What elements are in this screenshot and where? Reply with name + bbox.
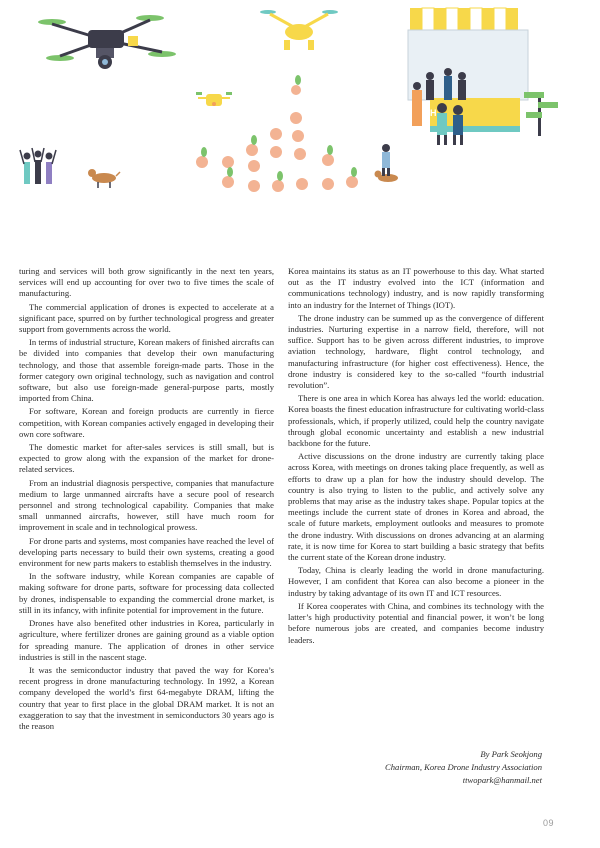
page-number: 09 [542, 818, 554, 828]
author-name: By Park Seokjong [480, 749, 542, 759]
paragraph: From an industrial diagnosis perspective, companies that manufacture medium to large unmanned aircrafts have a secure pool of research personnel and strong technological capability. Companies that make small unmanned aircrafts, however, still have much room for improvement in scale and in technological prowess. [19, 477, 274, 533]
market-stall-icon [382, 8, 528, 176]
paragraph: In the software industry, while Korean companies are capable of making software for drone parts, software for processing data collected by drones, indispensable to expanding the commercial drone market, is still in its infancy, with infinite potential for improvement in the future. [19, 571, 274, 615]
paragraph: Today, China is clearly leading the world in drone manufacturing. However, I am confident that Korea can also become a pioneer in the industry by taking advantage of its own IT and ICT resources. [288, 565, 544, 598]
paragraph: In terms of industrial structure, Korean makers of finished aircrafts can be divided into companies that develop their own manufacturing technology, and those that assemble foreign-made parts. Those in the former category own original technology, such as navigation and control software, but also use foreign-made general-purpose parts, mostly imported from China. [19, 337, 274, 404]
drone-camera-icon [38, 15, 176, 69]
paragraph: It was the semiconductor industry that paved the way for Korea’s recent progress in drone manufacturing technology. In 1992, a Korean company developed the world’s first 64-megabyte DRAM, lifting the country that year to first place in the global DRAM market. It is not an exaggeration to say that the investment in semiconductors 30 years ago is the reason [19, 664, 274, 731]
paragraph: If Korea cooperates with China, and combines its technology with the latter’s high productivity potential and financial power, it won’t be long before numerous jobs are created, and companies become industry leaders. [288, 600, 544, 645]
article-right-column [288, 266, 544, 648]
paragraph: Drones have also benefited other industries in Korea, particularly in agriculture, where fertilizer drones are gaining ground as a viable option for spreading manure. The application of drones in other service industries is still in the nascent stage. [19, 618, 274, 662]
people-celebrating-icon [20, 148, 56, 184]
paragraph: There is one area in which Korea has always led the world: education. Korea boasts the finest education infrastructure for cultivating world-class professionals, which, if properly utilized, could help the country navigate through global economic uncertainty and establish a new industrial backbone for the future. [288, 393, 544, 449]
author-signature [385, 748, 542, 787]
author-title: Chairman, Korea Drone Industry Association [385, 762, 542, 772]
header-illustration [0, 0, 600, 260]
author-email[interactable]: ttwopark@hanmail.net [462, 775, 542, 785]
paragraph: The domestic market for after-sales services is still small, but is expected to grow along with the expansion of the market for drone-related services. [19, 442, 274, 475]
paragraph: Active discussions on the drone industry are currently taking place across Korea, with meetings on drones taking place frequently, as well as efforts to draw up a plan for how the industry should develop. The country is also trying to listen to the public, and actively solve any problems that may arise as the industry takes shape. Popular topics at the meetings include the current state of drones in Korea and abroad, the scale of future markets, employment outlooks and measures to promote the drone industry. With discussions on drones advancing at an alarming rate, it is now time for Korea to start building a basic strategy that befits the current state of the Korean drone industry. [288, 451, 544, 563]
paragraph: For drone parts and systems, most companies have reached the level of developing parts necessary to build their own systems, creating a good environment for new parts makers to establish themselves in the industry. [19, 535, 274, 569]
paragraph: The drone industry can be summed up as the convergence of different industries. Nurturing expertise in a narrow field, therefore, will not suffice. Support has to be given across different industries, to improve aviation technology, hardware, flight control technology, and manufacturing infrastructure (for higher cost effectiveness). Hence, the drone industry is considered key to the so-called “fourth industrial revolution”. [288, 312, 544, 391]
paragraph: Korea maintains its status as an IT powerhouse to this day. What started out as the IT industry evolved into the ICT (information and communications technology) industry, and is now rapidly transforming into an industry for the Internet of Things (IOT). [288, 266, 544, 310]
paragraph: For software, Korean and foreign products are currently in fierce competition, with Korean companies actively engaged in developing their own core software. [19, 406, 274, 439]
paragraph: The commercial application of drones is expected to accelerate at a significant pace, spurred on by further technological progress and greater support from governments across the world. [19, 301, 274, 335]
shop-sign: SH [424, 108, 437, 118]
drone-small-icon [196, 92, 232, 106]
signpost-icon [524, 92, 558, 136]
drone-yellow-icon [260, 10, 338, 50]
paragraph: turing and services will both grow significantly in the next ten years, services will end up accounting for over two to five times the scale of manufacturing. [19, 266, 274, 299]
article-left-column [19, 266, 274, 734]
